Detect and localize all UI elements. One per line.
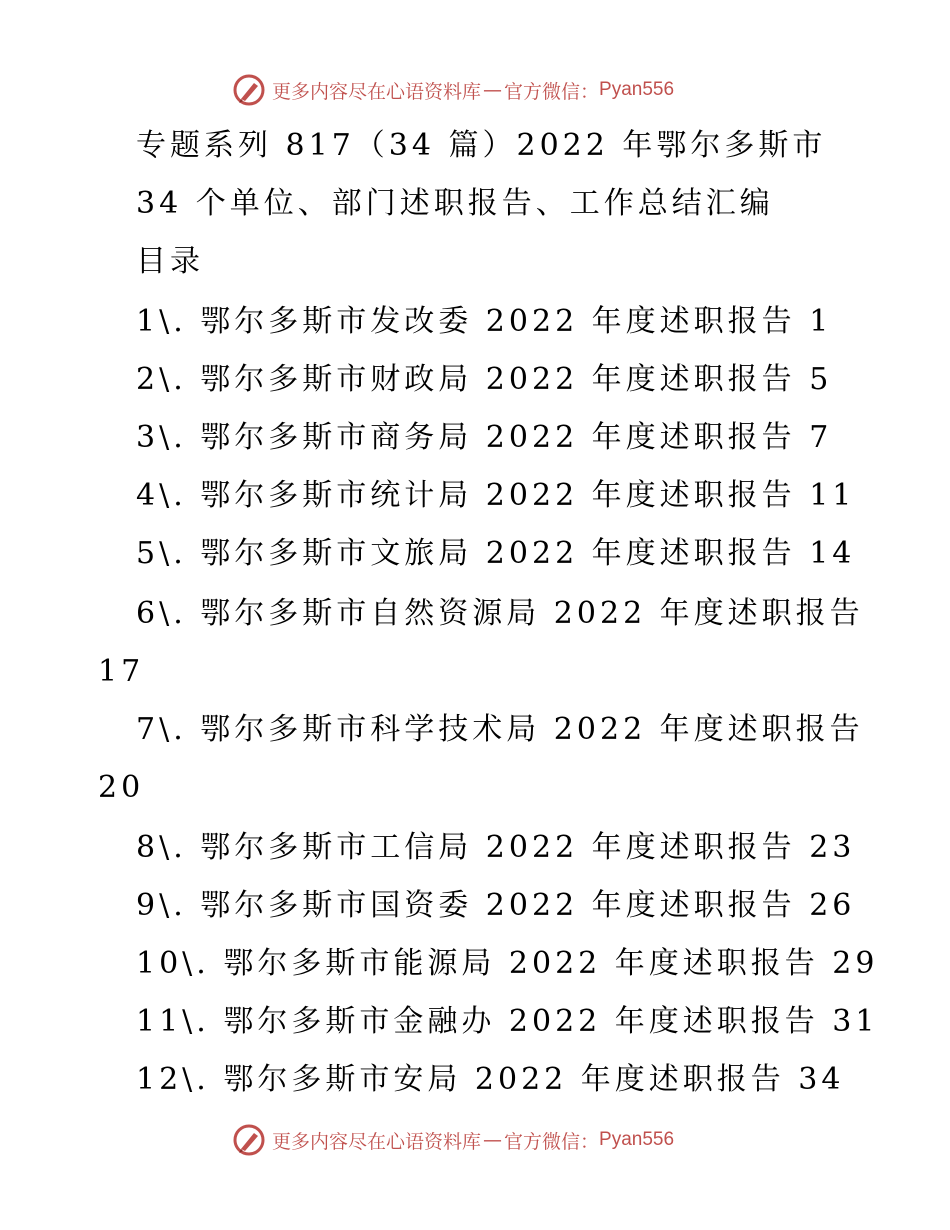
watermark-separator: — <box>483 1129 503 1151</box>
toc-item: 4\. 鄂尔多斯市统计局 2022 年度述职报告 11 <box>136 478 856 513</box>
toc-item: 5\. 鄂尔多斯市文旅局 2022 年度述职报告 14 <box>136 536 856 571</box>
pen-logo-icon <box>232 73 266 107</box>
toc-item: 1\. 鄂尔多斯市发改委 2022 年度述职报告 1 <box>136 304 833 339</box>
toc-item-page-wrap: 20 <box>98 770 145 805</box>
toc-item: 8\. 鄂尔多斯市工信局 2022 年度述职报告 23 <box>136 830 856 865</box>
toc-item: 3\. 鄂尔多斯市商务局 2022 年度述职报告 7 <box>136 420 833 455</box>
watermark-wechat-id: Pyan556 <box>599 79 675 100</box>
toc-item: 10\. 鄂尔多斯市能源局 2022 年度述职报告 29 <box>136 946 879 981</box>
pen-logo-icon <box>232 1123 266 1157</box>
toc-item: 7\. 鄂尔多斯市科学技术局 2022 年度述职报告 <box>136 712 864 747</box>
toc-item-page-wrap: 17 <box>98 654 145 689</box>
toc-item: 11\. 鄂尔多斯市金融办 2022 年度述职报告 31 <box>136 1004 879 1039</box>
watermark-footer <box>232 1122 674 1158</box>
toc-item: 12\. 鄂尔多斯市安局 2022 年度述职报告 34 <box>136 1062 845 1097</box>
toc-item: 6\. 鄂尔多斯市自然资源局 2022 年度述职报告 <box>136 596 864 631</box>
watermark-wechat-id: Pyan556 <box>599 1129 675 1150</box>
document-title-line-1: 专题系列 817（34 篇）2022 年鄂尔多斯市 <box>136 128 827 163</box>
watermark-wechat-label: 官方微信： <box>504 80 600 103</box>
toc-item: 2\. 鄂尔多斯市财政局 2022 年度述职报告 5 <box>136 362 833 397</box>
watermark-header <box>232 72 674 108</box>
watermark-wechat-label: 官方微信： <box>504 1130 600 1153</box>
watermark-text: 更多内容尽在心语资料库 <box>272 1130 482 1153</box>
document-title-line-2: 34 个单位、部门述职报告、工作总结汇编 <box>136 186 774 221</box>
toc-heading: 目录 <box>136 244 204 279</box>
watermark-text: 更多内容尽在心语资料库 <box>272 80 482 103</box>
toc-item: 9\. 鄂尔多斯市国资委 2022 年度述职报告 26 <box>136 888 856 923</box>
watermark-separator: — <box>483 79 503 101</box>
